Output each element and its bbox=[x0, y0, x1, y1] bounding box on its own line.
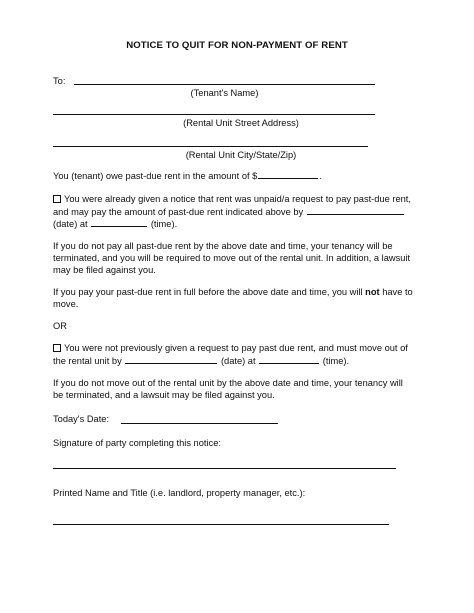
payfull-text-c: have to bbox=[382, 287, 413, 297]
option2-date-label: (date) at bbox=[220, 356, 256, 366]
option1-date-label: (date) at bbox=[53, 219, 88, 229]
owe-end: . bbox=[319, 171, 322, 181]
todays-date-field[interactable] bbox=[121, 423, 278, 424]
owe-text: You (tenant) owe past-due rent in the amount of $ bbox=[53, 171, 258, 181]
option2-line2 bbox=[53, 354, 349, 367]
option1-line3 bbox=[53, 217, 177, 230]
option1-time-label: (time). bbox=[150, 219, 178, 229]
option1-pay-by-field[interactable] bbox=[307, 205, 404, 215]
printed-name-field[interactable] bbox=[53, 524, 389, 525]
city-state-zip-field[interactable] bbox=[53, 146, 368, 147]
option1-text-1: You were already given a notice that rent was unpaid/a request to pay past-due rent, bbox=[64, 194, 411, 204]
option1-line1 bbox=[53, 193, 411, 205]
option2-move-out-label: the rental unit by bbox=[53, 356, 122, 366]
tenant-name-field[interactable] bbox=[74, 84, 375, 85]
option1-text-2: and may pay the amount of past-due rent indicated above by bbox=[53, 207, 304, 217]
option1-checkbox[interactable] bbox=[53, 195, 61, 203]
option2-text-1: You were not previously given a request to pay past due rent, and must move out of bbox=[64, 343, 408, 353]
warning1-line3: may be filed against you. bbox=[53, 265, 156, 275]
amount-field[interactable] bbox=[258, 169, 318, 179]
tenant-name-label: (Tenant's Name) bbox=[190, 88, 259, 98]
payfull-text-a: If you pay your past-due rent in full before the above date and time, you will bbox=[53, 287, 363, 297]
to-label: To: bbox=[53, 76, 66, 86]
signature-label: Signature of party completing this notice: bbox=[53, 438, 221, 448]
or-label: OR bbox=[53, 321, 67, 331]
street-address-label: (Rental Unit Street Address) bbox=[183, 118, 299, 128]
city-state-zip-label: (Rental Unit City/State/Zip) bbox=[185, 150, 297, 160]
todays-date-label: Today's Date: bbox=[53, 414, 110, 424]
option2-date-field[interactable] bbox=[125, 354, 217, 364]
warning2-line2: be terminated, and a lawsuit may be filed against you. bbox=[53, 390, 275, 400]
option2-time-label: (time). bbox=[322, 356, 350, 366]
page-title: NOTICE TO QUIT FOR NON-PAYMENT OF RENT bbox=[126, 40, 348, 51]
option1-time-field[interactable] bbox=[91, 217, 147, 227]
street-address-field[interactable] bbox=[53, 114, 375, 115]
warning2-line1: If you do not move out of the rental unit by the above date and time, your tenancy will bbox=[53, 378, 403, 388]
option2-line1 bbox=[53, 342, 408, 354]
warning1-line2: terminated, and you will be required to move out of the rental unit. In addition, a lawsuit bbox=[53, 253, 411, 263]
signature-field[interactable] bbox=[53, 468, 396, 469]
owe-sentence bbox=[53, 169, 322, 182]
warning1-line1: If you do not pay all past-due rent by the above date and time, your tenancy will be bbox=[53, 241, 393, 251]
option2-checkbox[interactable] bbox=[53, 344, 61, 352]
payfull-not: not bbox=[365, 287, 380, 297]
option2-time-field[interactable] bbox=[259, 354, 319, 364]
payfull-line1 bbox=[53, 286, 413, 298]
printed-name-label: Printed Name and Title (i.e. landlord, property manager, etc.): bbox=[53, 488, 306, 498]
payfull-line2: move. bbox=[53, 299, 79, 309]
